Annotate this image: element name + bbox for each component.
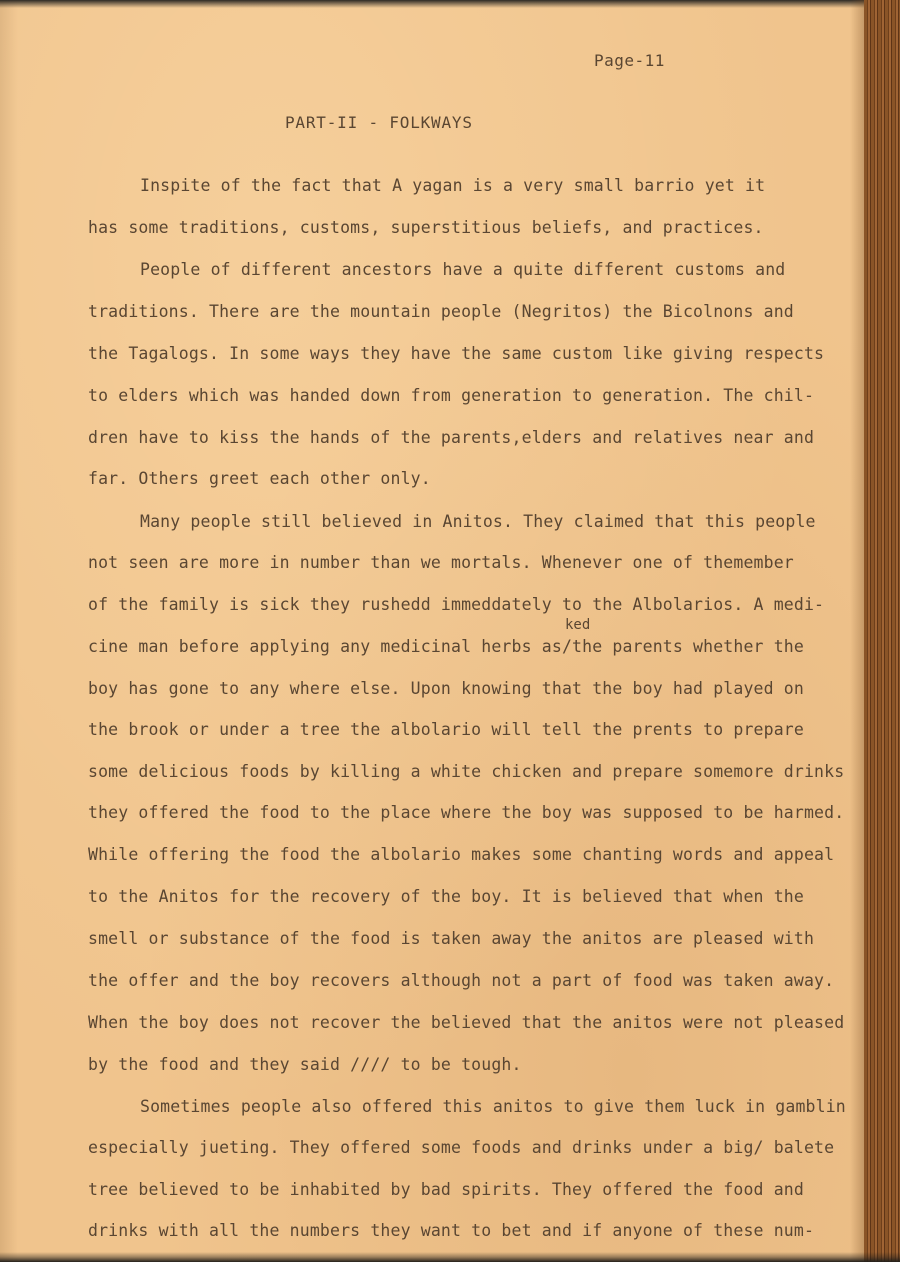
- text-line: People of different ancestors have a quite different customs and: [140, 260, 786, 279]
- text-line: the brook or under a tree the albolario will tell the prents to prepare: [88, 720, 804, 739]
- text-line: dren have to kiss the hands of the parents,elders and relatives near and: [88, 428, 815, 447]
- text-line: by the food and they said //// to be tough.: [88, 1055, 522, 1074]
- text-line: While offering the food the albolario makes some chanting words and appeal: [88, 845, 835, 864]
- text-line: some delicious foods by killing a white chicken and prepare somemore drinks: [88, 762, 845, 781]
- text-line: not seen are more in number than we mortals. Whenever one of themember: [88, 553, 794, 572]
- text-line: cine man before applying any medicinal herbs as/the parents whether the: [88, 637, 804, 656]
- page-bottom-shadow: [0, 1252, 900, 1262]
- text-line: Inspite of the fact that A yagan is a very small barrio yet it: [140, 176, 766, 195]
- binding-shadow: [850, 0, 864, 1262]
- text-line: they offered the food to the place where the boy was supposed to be harmed.: [88, 803, 845, 822]
- text-line: traditions. There are the mountain people (Negritos) the Bicolnons and: [88, 302, 794, 321]
- text-line: to elders which was handed down from generation to generation. The chil-: [88, 386, 815, 405]
- section-heading: PART-II - FOLKWAYS: [285, 113, 473, 132]
- page-number: Page-11: [594, 51, 665, 70]
- text-line: drinks with all the numbers they want to bet and if anyone of these num-: [88, 1221, 815, 1240]
- page-top-shadow: [0, 0, 900, 8]
- text-line: Sometimes people also offered this anitos to give them luck in gamblin: [140, 1097, 846, 1116]
- handwritten-insert: ked: [565, 617, 591, 633]
- text-line: to the Anitos for the recovery of the boy. It is believed that when the: [88, 887, 804, 906]
- text-line: tree believed to be inhabited by bad spirits. They offered the food and: [88, 1180, 804, 1199]
- text-line: especially jueting. They offered some foods and drinks under a big/ balete: [88, 1138, 835, 1157]
- text-line: smell or substance of the food is taken away the anitos are pleased with: [88, 929, 815, 948]
- text-line: the offer and the boy recovers although not a part of food was taken away.: [88, 971, 835, 990]
- text-line: Many people still believed in Anitos. They claimed that this people: [140, 512, 816, 531]
- text-line: far. Others greet each other only.: [88, 469, 431, 488]
- book-binding-edge: [864, 0, 900, 1262]
- text-line: boy has gone to any where else. Upon knowing that the boy had played on: [88, 679, 804, 698]
- text-line: When the boy does not recover the believed that the anitos were not pleased: [88, 1013, 845, 1032]
- text-line: of the family is sick they rushedd immeddately to the Albolarios. A medi-: [88, 595, 825, 614]
- text-line: the Tagalogs. In some ways they have the same custom like giving respects: [88, 344, 825, 363]
- text-line: has some traditions, customs, superstitious beliefs, and practices.: [88, 218, 764, 237]
